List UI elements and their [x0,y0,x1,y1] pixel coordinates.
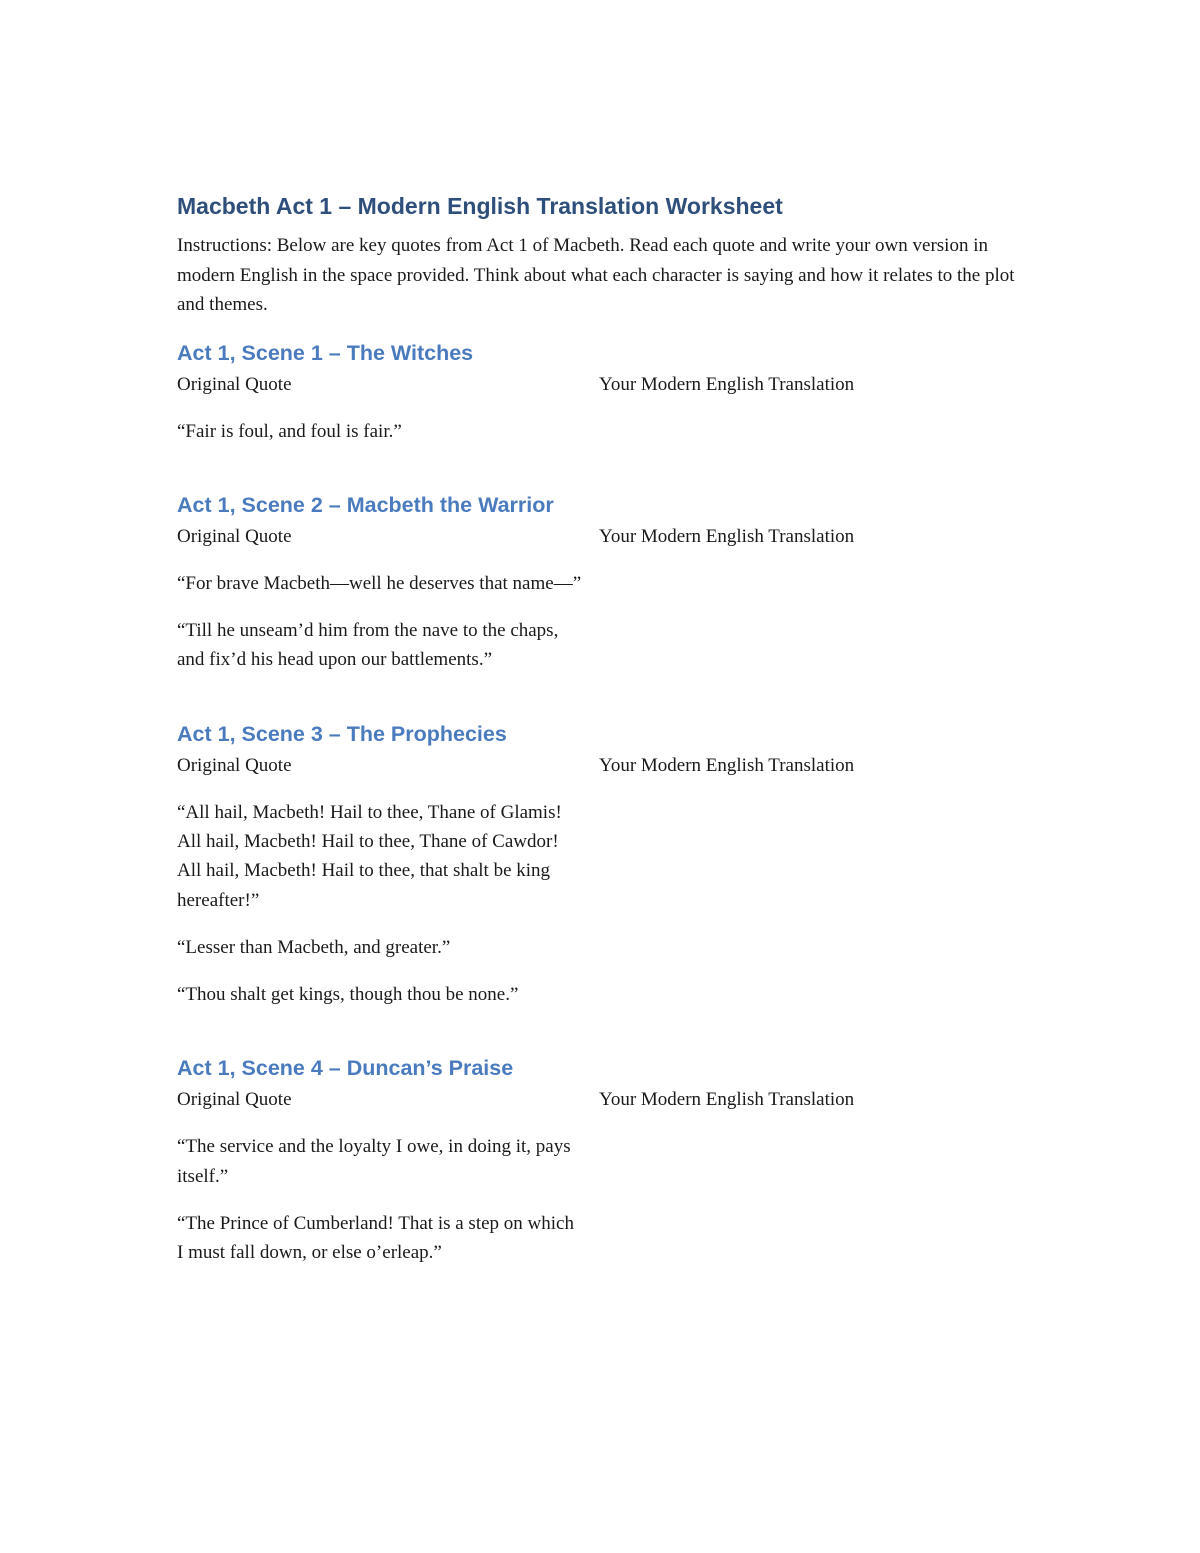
translation-column [599,1085,1027,1285]
translation-header: Your Modern English Translation [599,754,855,776]
scene-1-section [177,338,1027,464]
translation-column [599,522,1027,693]
scene-2-section [177,490,1027,693]
translation-column [599,370,1027,464]
original-quote-header: Original Quote [177,754,292,776]
worksheet-page [177,190,1027,1312]
quote-text: “All hail, Macbeth! Hail to thee, Thane of Glamis! All hail, Macbeth! Hail to thee, Thane of Cawdor! All hail, Macbeth! Hail to thee, that shalt be king hereafter!” [177,801,562,911]
quote-text: “Fair is foul, and foul is fair.” [177,420,402,442]
translation-header: Your Modern English Translation [599,1089,855,1111]
scene-heading: Act 1, Scene 1 – The Witches [177,340,474,365]
original-quote-column [177,522,599,693]
scene-columns [177,1085,1027,1285]
scene-heading: Act 1, Scene 3 – The Prophecies [177,721,507,746]
translation-column [599,751,1027,1028]
original-quote-column [177,751,599,1028]
original-quote-column [177,1085,599,1285]
quote-text: “For brave Macbeth—well he deserves that name—” [177,572,582,594]
quote-text: “The service and the loyalty I owe, in doing it, pays itself.” [177,1136,571,1187]
scene-3-section [177,719,1027,1028]
translation-header: Your Modern English Translation [599,373,855,395]
scene-columns [177,751,1027,1028]
quote-text: “Till he unseam’d him from the nave to the chaps, and fix’d his head upon our battlements.” [177,620,559,671]
original-quote-header: Original Quote [177,373,292,395]
translation-header: Your Modern English Translation [599,525,855,547]
original-quote-column [177,370,599,464]
quote-text: “The Prince of Cumberland! That is a step on which I must fall down, or else o’erleap.” [177,1213,574,1264]
scene-columns [177,370,1027,464]
scene-heading: Act 1, Scene 2 – Macbeth the Warrior [177,492,554,517]
original-quote-header: Original Quote [177,1089,292,1111]
document-title: Macbeth Act 1 – Modern English Translation Worksheet [177,193,783,219]
quote-text: “Lesser than Macbeth, and greater.” [177,936,451,958]
quote-text: “Thou shalt get kings, though thou be none.” [177,984,519,1006]
scene-heading: Act 1, Scene 4 – Duncan’s Praise [177,1056,514,1081]
original-quote-header: Original Quote [177,525,292,547]
scene-columns [177,522,1027,693]
instructions-text: Instructions: Below are key quotes from Act 1 of Macbeth. Read each quote and write your own version in modern English in the space provided. Think about what each character is saying and how it relates to the plot and themes. [177,235,1015,315]
scene-4-section [177,1053,1027,1285]
